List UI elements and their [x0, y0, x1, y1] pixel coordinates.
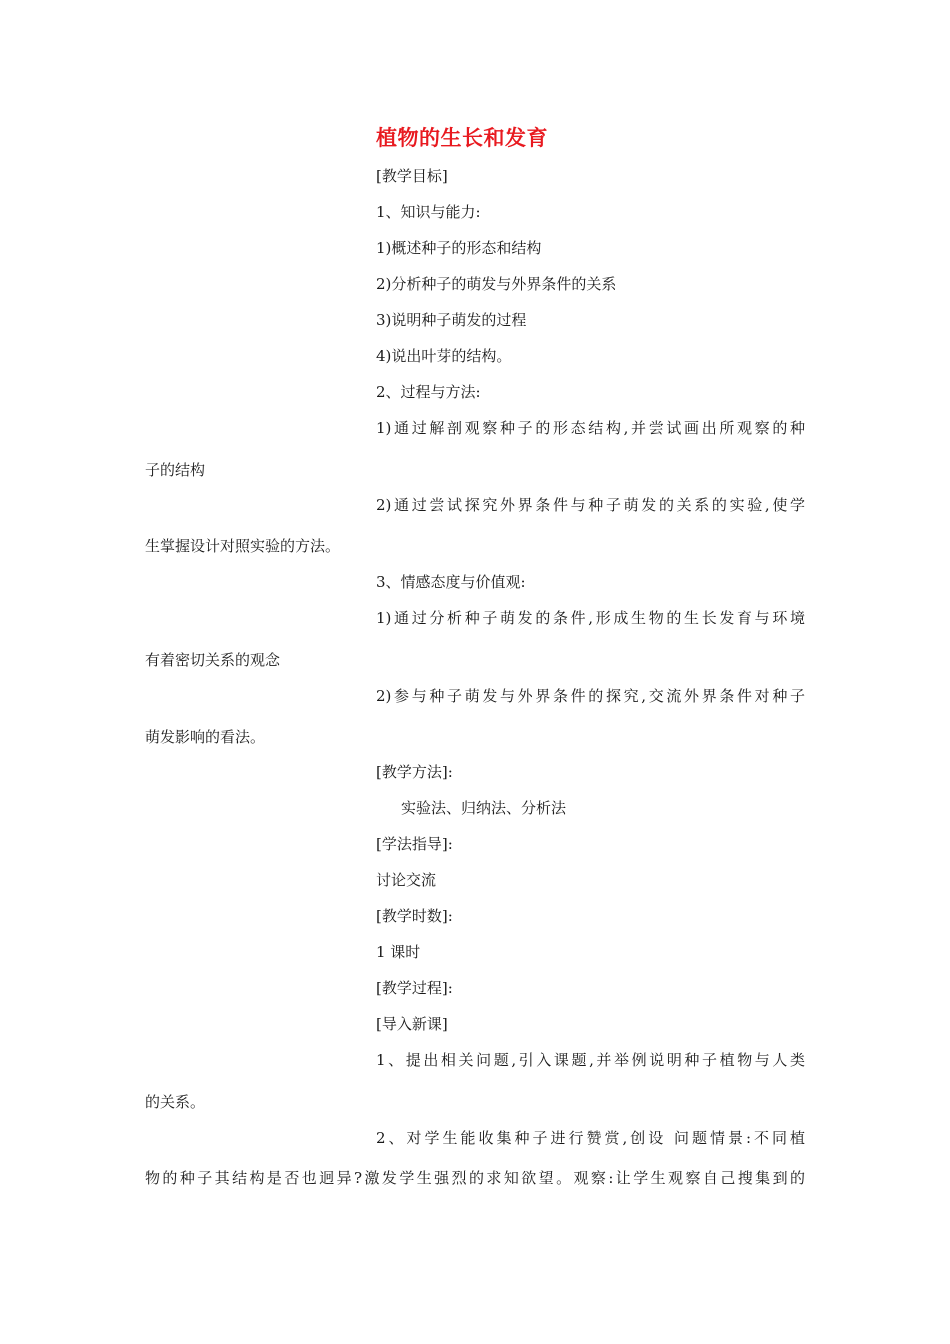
knowledge-item-3: 3)说明种子萌发的过程	[376, 311, 527, 329]
knowledge-item-1: 1)概述种子的形态和结构	[376, 239, 542, 257]
emotion-heading: 3、情感态度与价值观:	[376, 573, 526, 591]
process-item-2-line-2: 生掌握设计对照实验的方法。	[145, 537, 341, 555]
process-item-2-line-1: 2)通过尝试探究外界条件与种子萌发的关系的实验,使学	[376, 496, 805, 514]
process-item-1-line-1: 1)通过解剖观察种子的形态结构,并尝试画出所观察的种	[376, 419, 805, 437]
hours-text: 1 课时	[376, 943, 421, 961]
method-text: 实验法、归纳法、分析法	[401, 799, 567, 817]
emotion-item-1-line-1: 1)通过分析种子萌发的条件,形成生物的生长发育与环境	[376, 609, 805, 627]
knowledge-item-2: 2)分析种子的萌发与外界条件的关系	[376, 275, 617, 293]
emotion-item-2-line-1: 2)参与种子萌发与外界条件的探究,交流外界条件对种子	[376, 687, 805, 705]
process-item-1-line-2: 子的结构	[145, 461, 206, 479]
intro-heading: [导入新课]	[376, 1015, 448, 1033]
process-heading: 2、过程与方法:	[376, 383, 481, 401]
emotion-item-2-line-2: 萌发影响的看法。	[145, 728, 266, 746]
procedure-heading: [教学过程]:	[376, 979, 453, 997]
guide-heading: [学法指导]:	[376, 835, 453, 853]
knowledge-item-4: 4)说出叶芽的结构。	[376, 347, 512, 365]
document-title: 植物的生长和发育	[376, 126, 548, 150]
objectives-heading: [教学目标]	[376, 167, 448, 185]
hours-heading: [教学时数]:	[376, 907, 453, 925]
guide-text: 讨论交流	[376, 871, 437, 889]
step-1-line-2: 的关系。	[145, 1093, 206, 1111]
emotion-item-1-line-2: 有着密切关系的观念	[145, 651, 281, 669]
method-heading: [教学方法]:	[376, 763, 453, 781]
step-1-line-1: 1、提出相关问题,引入课题,并举例说明种子植物与人类	[376, 1051, 805, 1069]
knowledge-heading: 1、知识与能力:	[376, 203, 481, 221]
step-2-line-1: 2、对学生能收集种子进行赞赏,创设 问题情景:不同植	[376, 1129, 805, 1147]
step-2-line-2: 物的种子其结构是否也迥异?激发学生强烈的求知欲望。观察:让学生观察自己搜集到的	[145, 1169, 805, 1187]
